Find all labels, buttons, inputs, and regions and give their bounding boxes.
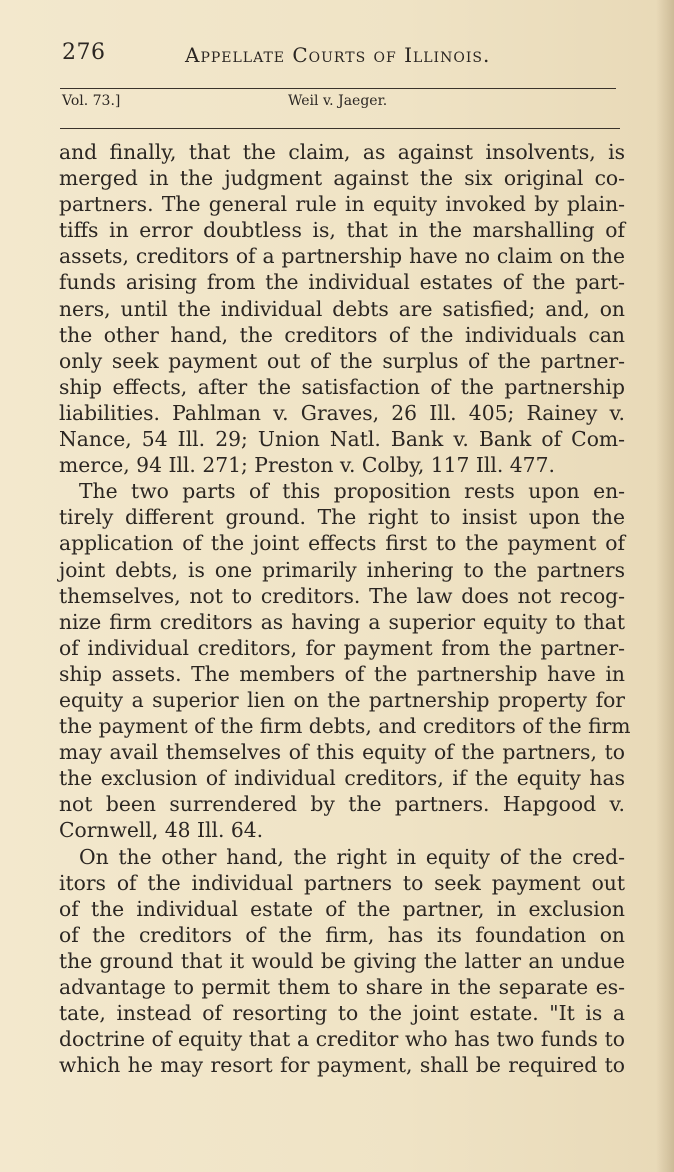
page-number: 276: [62, 40, 106, 65]
text-line: merce, 94 Ill. 271; Preston v. Colby, 117 Ill. 477.: [59, 453, 555, 478]
text-line: liabilities. Pahlman v. Graves, 26 Ill. 405; Rainey v.: [59, 400, 625, 425]
text-line: tirely different ground. The right to insist upon the: [59, 505, 625, 530]
volume-label: Vol. 73.]: [62, 93, 121, 109]
text-line: application of the joint effects first to the payment of: [59, 531, 625, 556]
text-line: Cornwell, 48 Ill. 64.: [59, 818, 264, 843]
text-line: joint debts, is one primarily inhering to the partners: [59, 557, 625, 582]
body-text: [59, 139, 631, 1078]
text-line: itors of the individual partners to seek payment out: [59, 870, 625, 895]
text-line: and finally, that the claim, as against insolvents, is: [59, 140, 625, 164]
text-line: may avail themselves of this equity of the partners, to: [59, 740, 625, 765]
text-line: the exclusion of individual creditors, if the equity has: [59, 766, 625, 791]
text-line: partners. The general rule in equity invoked by plain-: [59, 192, 625, 217]
text-line: Nance, 54 Ill. 29; Union Natl. Bank v. Bank of Com-: [59, 427, 625, 452]
text-line: of the creditors of the firm, has its foundation on: [59, 922, 625, 947]
text-line: merged in the judgment against the six original co-: [59, 166, 625, 191]
text-line: ners, until the individual debts are satisfied; and, on: [59, 296, 625, 321]
text-line: the payment of the firm debts, and creditors of the firm: [59, 714, 631, 739]
text-line: ship assets. The members of the partnership have in: [59, 661, 625, 686]
text-line: The two parts of this proposition rests upon en-: [79, 479, 625, 504]
text-line: which he may resort for payment, shall be required to: [59, 1053, 625, 1078]
header-rule-top: [60, 88, 616, 89]
text-line: funds arising from the individual estates of the part-: [59, 270, 625, 295]
text-line: doctrine of equity that a creditor who has two funds to: [59, 1027, 625, 1052]
journal-title: Appellate Courts of Illinois.: [185, 43, 491, 67]
page-edge-shadow: [656, 0, 674, 1172]
text-line: equity a superior lien on the partnership property for: [59, 687, 625, 712]
text-line: On the other hand, the right in equity of the cred-: [79, 844, 625, 869]
text-line: nize firm creditors as having a superior equity to that: [59, 609, 625, 634]
text-line: themselves, not to creditors. The law does not recog-: [59, 583, 625, 608]
text-line: the ground that it would be giving the latter an undue: [59, 948, 625, 973]
text-line: tate, instead of resorting to the joint estate. "It is a: [59, 1001, 625, 1026]
text-line: ship effects, after the satisfaction of the partnership: [59, 374, 625, 399]
text-line: assets, creditors of a partnership have no claim on the: [59, 244, 625, 269]
text-line: tiffs in error doubtless is, that in the marshalling of: [59, 218, 625, 243]
running-head: [58, 38, 618, 72]
text-line: the other hand, the creditors of the individuals can: [59, 322, 625, 347]
header-rule-bottom: [60, 128, 620, 129]
text-line: only seek payment out of the surplus of the partner-: [59, 348, 625, 373]
text-line: of individual creditors, for payment from the partner-: [59, 635, 625, 660]
text-line: advantage to permit them to share in the separate es-: [59, 975, 625, 999]
text-line: not been surrendered by the partners. Hapgood v.: [59, 792, 625, 817]
case-name: Weil v. Jaeger.: [288, 93, 388, 109]
text-line: of the individual estate of the partner, in exclusion: [59, 896, 625, 921]
